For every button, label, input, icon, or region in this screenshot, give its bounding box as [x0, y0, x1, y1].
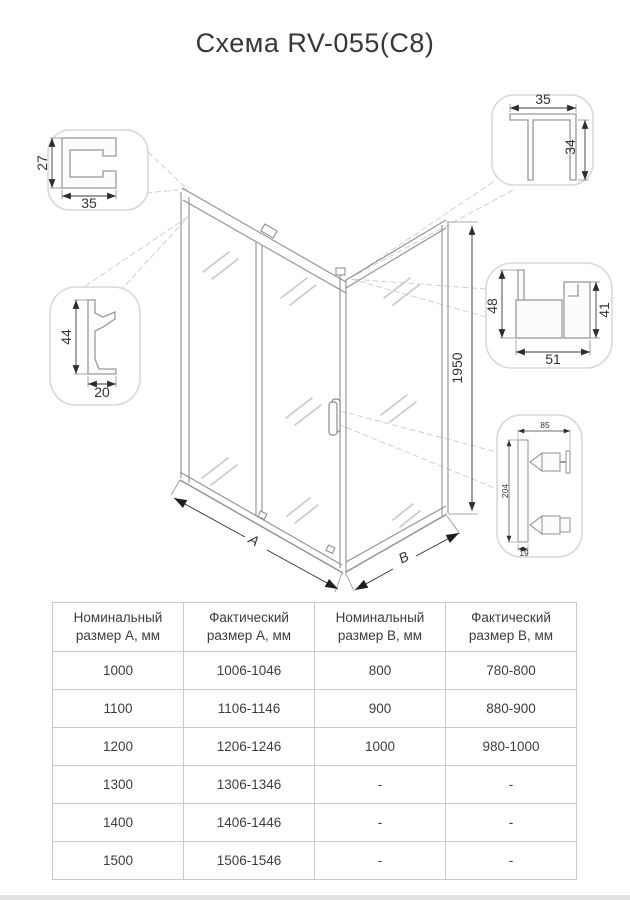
- main-drawing: [171, 188, 478, 592]
- header-nominal-b: Номинальный размер В, мм: [315, 603, 446, 652]
- dimensions-table: [52, 602, 577, 880]
- page-bottom-edge: [0, 895, 630, 900]
- dim-handle-length: 204: [500, 483, 510, 499]
- header-actual-b: Фактический размер В, мм: [446, 603, 577, 652]
- cell: -: [446, 766, 577, 804]
- dim-top-rail-width: 35: [81, 195, 97, 211]
- glass-reflections: [202, 252, 420, 527]
- cell: -: [315, 842, 446, 880]
- cell: 1100: [53, 690, 184, 728]
- front-door-frame: [180, 188, 346, 574]
- dim-bottom-rail-right: 41: [596, 302, 612, 318]
- table-row: [53, 690, 577, 728]
- dim-top-rail-height: 27: [34, 155, 50, 171]
- header-nominal-a: Номинальный размер А, мм: [53, 603, 184, 652]
- cell: 1306-1346: [184, 766, 315, 804]
- dim-label-A: A: [245, 530, 263, 550]
- table-header-row: [53, 603, 577, 652]
- page-title: Схема RV-055(C8): [195, 28, 435, 58]
- cell: 980-1000: [446, 728, 577, 766]
- cell: -: [315, 804, 446, 842]
- table-row: [53, 728, 577, 766]
- dim-bottom-rail-width: 51: [545, 351, 561, 367]
- header-actual-a: Фактический размер А, мм: [184, 603, 315, 652]
- dim-side-top-width: 35: [535, 91, 551, 107]
- cell: 1500: [53, 842, 184, 880]
- callout-top-rail-profile: [34, 130, 148, 211]
- cell: 1400: [53, 804, 184, 842]
- dim-label-height: 1950: [449, 352, 465, 384]
- cell: 780-800: [446, 652, 577, 690]
- table-row: [53, 766, 577, 804]
- dim-wall-profile-height: 44: [58, 329, 74, 345]
- cell: 1106-1146: [184, 690, 315, 728]
- table-row: [53, 804, 577, 842]
- door-handle: [329, 399, 340, 435]
- dim-wall-profile-width: 20: [94, 384, 110, 400]
- callout-handle: [497, 415, 582, 558]
- cell: 880-900: [446, 690, 577, 728]
- callout-bottom-rail-profile: [484, 263, 612, 368]
- dim-label-B: B: [395, 547, 412, 567]
- cell: 1200: [53, 728, 184, 766]
- cell: 1000: [53, 652, 184, 690]
- callout-wall-profile: [50, 287, 140, 405]
- dim-bottom-rail-left: 48: [484, 298, 500, 314]
- cell: 800: [315, 652, 446, 690]
- dim-handle-thickness: 19: [519, 548, 529, 558]
- cell: 900: [315, 690, 446, 728]
- cell: -: [315, 766, 446, 804]
- callout-side-top-profile: [492, 91, 593, 185]
- cell: 1006-1046: [184, 652, 315, 690]
- shower-enclosure-diagram: [0, 70, 630, 600]
- cell: -: [446, 842, 577, 880]
- table-row: [53, 842, 577, 880]
- main-dimensions: [171, 222, 478, 592]
- cell: 1206-1246: [184, 728, 315, 766]
- cell: 1000: [315, 728, 446, 766]
- cell: 1506-1546: [184, 842, 315, 880]
- dim-handle-width: 85: [540, 420, 550, 430]
- dim-side-top-height: 34: [562, 139, 578, 155]
- side-panel-frame: [346, 220, 448, 572]
- cell: -: [446, 804, 577, 842]
- cell: 1406-1446: [184, 804, 315, 842]
- cell: 1300: [53, 766, 184, 804]
- table-row: [53, 652, 577, 690]
